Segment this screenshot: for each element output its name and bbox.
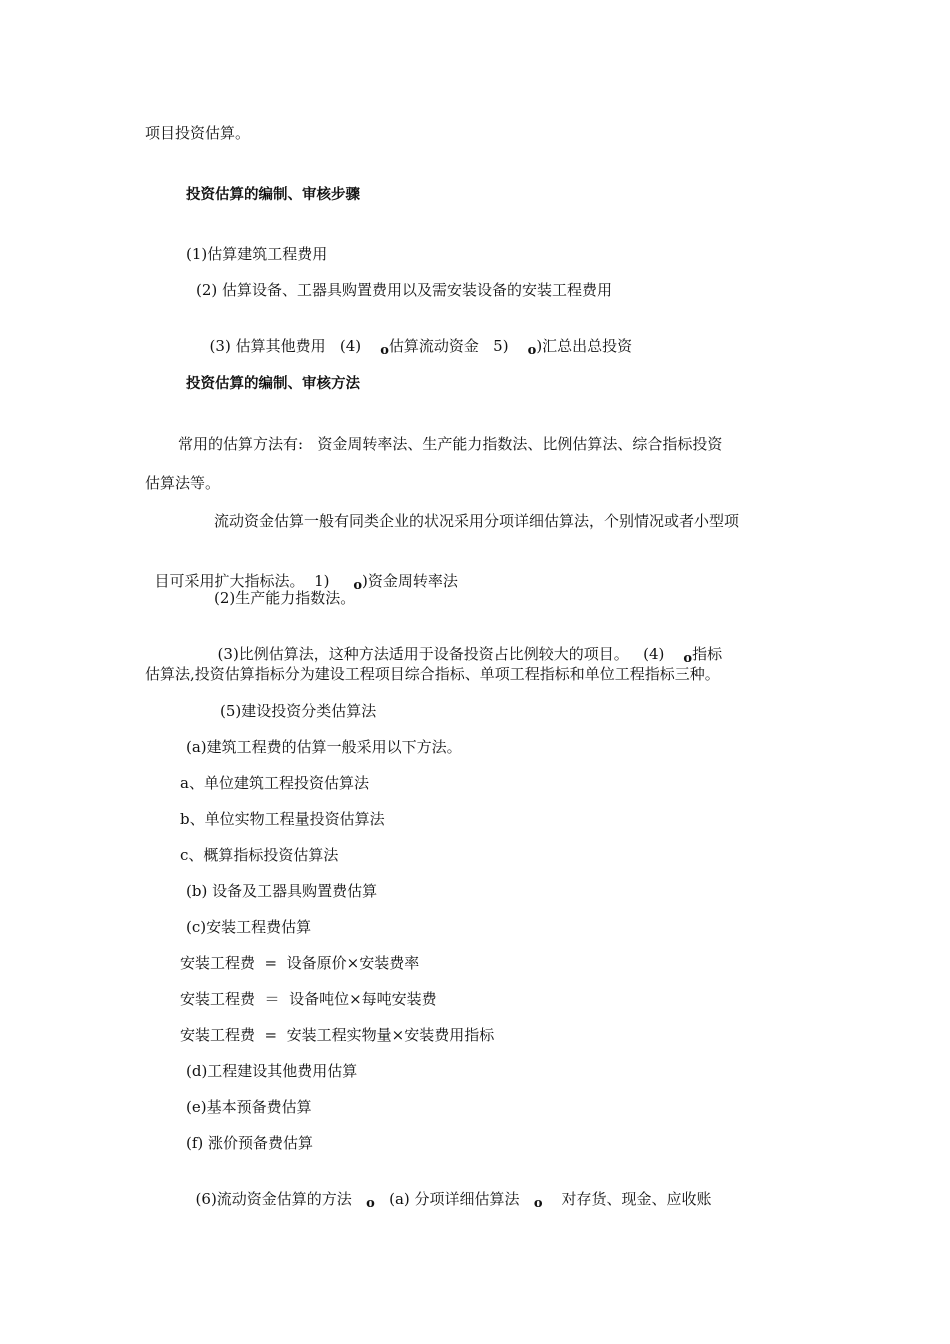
- bullet-mark: ο: [380, 343, 389, 358]
- text-segment: )资金周转率法: [362, 572, 458, 590]
- section-heading: 投资估算的编制、审核步骤: [186, 187, 360, 203]
- text-line: 项目投资估算。: [145, 124, 251, 142]
- text-segment: 估算流动资金 5): [388, 337, 528, 355]
- text-segment: )汇总出总投资: [536, 337, 633, 355]
- formula-line: 安装工程费 = 安装工程实物量×安装费用指标: [180, 1026, 495, 1044]
- text-line: [208, 624, 722, 666]
- bullet-mark: ο: [683, 651, 693, 666]
- text-line: [200, 316, 632, 358]
- text-segment: 对存货、现金、应收账: [542, 1190, 712, 1208]
- text-line: (b) 设备及工器具购置费估算: [186, 882, 378, 900]
- text-line: c、概算指标投资估算法: [180, 846, 339, 864]
- formula-line: 安装工程费 ＝ 设备吨位×每吨安装费: [180, 990, 437, 1008]
- section-heading: 投资估算的编制、审核方法: [186, 376, 360, 392]
- text-line: (2) 估算设备、工器具购置费用以及需安装设备的安装工程费用: [196, 281, 613, 299]
- text-line: (1)估算建筑工程费用: [186, 245, 328, 263]
- text-line: b、单位实物工程量投资估算法: [180, 810, 385, 828]
- text-segment: (6)流动资金估算的方法: [195, 1190, 367, 1208]
- formula-line: 安装工程费 = 设备原价×安装费率: [180, 954, 420, 972]
- text-line: 估算法,投资估算指标分为建设工程项目综合指标、单项工程指标和单位工程指标三种。: [145, 665, 720, 683]
- text-line: (a)建筑工程费的估算一般采用以下方法。: [186, 738, 462, 756]
- bullet-mark: ο: [533, 1196, 543, 1211]
- text-line: (5)建设投资分类估算法: [220, 702, 377, 720]
- text-line: (2)生产能力指数法。: [214, 589, 356, 607]
- text-segment: 指标: [692, 645, 723, 663]
- text-segment: 目可采用扩大指标法。 1): [154, 572, 354, 590]
- text-line: (e)基本预备费估算: [186, 1098, 312, 1116]
- bullet-mark: ο: [353, 578, 362, 593]
- bullet-mark: ο: [366, 1196, 375, 1211]
- text-line: (c)安装工程费估算: [186, 918, 312, 936]
- text-segment: (3) 估算其他费用 (4): [209, 337, 381, 355]
- bullet-mark: ο: [527, 343, 537, 358]
- text-segment: (3)比例估算法，这种方法适用于设备投资占比例较大的项目。 (4): [217, 645, 684, 663]
- text-line: 常用的估算方法有: 资金周转率法、生产能力指数法、比例估算法、综合指标投资: [178, 435, 723, 453]
- text-line: (d)工程建设其他费用估算: [186, 1062, 358, 1080]
- text-line: 流动资金估算一般有同类企业的状况采用分项详细估算法，个别情况或者小型项: [214, 512, 740, 530]
- text-line: [186, 1169, 712, 1211]
- text-line: (f) 涨价预备费估算: [186, 1134, 314, 1152]
- text-line: 估算法等。: [145, 474, 221, 492]
- text-line: a、单位建筑工程投资估算法: [180, 774, 369, 792]
- text-segment: (a) 分项详细估算法: [374, 1190, 534, 1208]
- text-line: [145, 551, 458, 593]
